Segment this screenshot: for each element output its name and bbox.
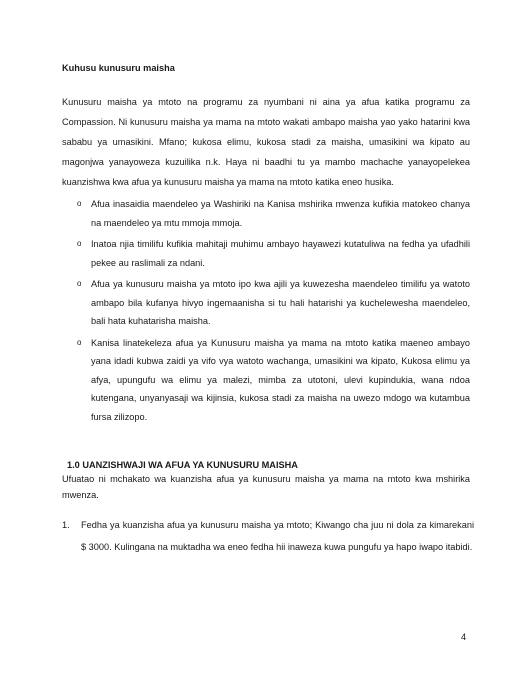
list-item <box>62 195 470 232</box>
list-item-text: Afua ya kunusuru maisha ya mtoto ipo kwa ajili ya kuwezesha maendeleo timilifu ya watoto ambapo bila kufanya hivyo ingemaanisha si tu hali hatarishi ya kuchelewesha maendeleo, bali hata kuhatarisha maisha. <box>91 279 470 326</box>
list-item <box>62 514 474 558</box>
list-item <box>62 275 470 331</box>
bullet-circle-icon: o <box>77 239 82 248</box>
bullet-circle-icon: o <box>77 199 82 208</box>
list-item-text: Afua inasaidia maendeleo ya Washiriki na Kanisa mshirika mwenza kufikia matokeo chanya na maendeleo ya mtu mmoja mmoja. <box>91 199 470 228</box>
section-heading: 1.0 UANZISHWAJI WA AFUA YA KUNUSURU MAISHA <box>67 460 298 470</box>
numbered-list <box>62 514 474 558</box>
bullet-circle-icon: o <box>77 279 82 288</box>
list-item <box>62 334 470 427</box>
list-item-number: 1. <box>62 520 70 530</box>
bullet-list <box>62 195 470 429</box>
process-intro-paragraph: Ufuatao ni mchakato wa kuanzisha afua ya kunusuru maisha ya mama na mtoto kwa mshirika mwenza. <box>62 474 470 500</box>
list-item-text: Inatoa njia timilifu kufikia mahitaji muhimu ambayo hayawezi kutatuliwa na fedha ya ufadhili pekee au raslimali za ndani. <box>91 239 470 268</box>
list-item-text: Kanisa linatekeleza afua ya Kunusuru maisha ya mama na mtoto katika maeneo ambayo yana idadi kubwa zaidi ya vifo vya watoto wachanga, umasikini wa kipato, Kukosa elimu ya afya, upungufu wa elimu ya malezi, mimba za utotoni, ulevi kupindukia, wana ndoa kutengana, unyanyasaji wa kijinsia, kukosa stadi za maisha na uwezo mdogo wa kutambua fursa zilizopo. <box>91 337 470 422</box>
list-item <box>62 235 470 272</box>
intro-paragraph-1: Kunusuru maisha ya mtoto na programu za nyumbani ni aina ya afua katika programu za Compassion. Ni kunusuru maisha ya mama na mtoto wakati ambapo maisha yao yako hatarini kwa sababu ya umasikini. Mfano; kukosa elimu, kukosa stadi za maisha, umasikini wa kipato au magonjwa yanayoweza kuzuilika n.k. Haya ni baadhi tu ya mambo machache yanayopelekea kuanzishwa kwa afua ya kunusuru maisha ya mama na mtoto katika eneo husika. <box>62 97 470 187</box>
section-title: Kuhusu kunusuru maisha <box>62 63 175 73</box>
list-item-text: Fedha ya kuanzisha afua ya kunusuru maisha ya mtoto; Kiwango cha juu ni dola za kimarekani $ 3000. Kulingana na muktadha wa eneo fedha hii inaweza kuwa pungufu ya hapo iwapo itabidi. <box>81 520 474 552</box>
page-number: 4 <box>461 632 467 642</box>
bullet-circle-icon: o <box>77 337 82 347</box>
